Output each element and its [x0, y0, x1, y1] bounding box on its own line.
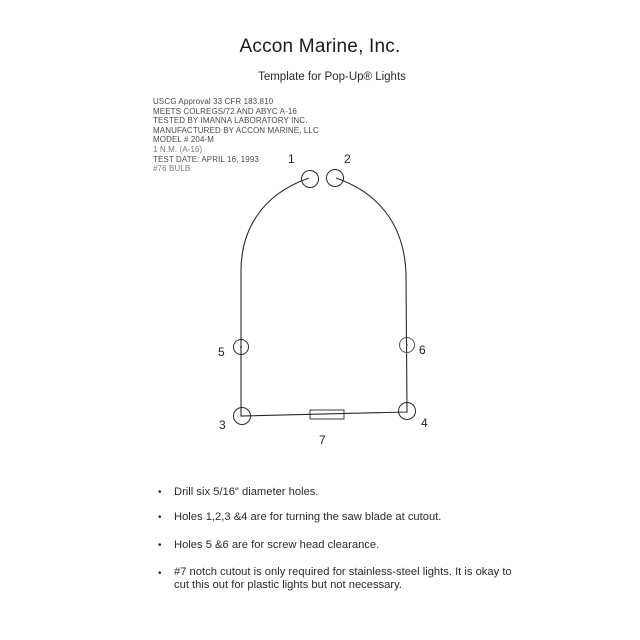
instruction-item — [158, 511, 441, 523]
notch-label-7: 7 — [319, 433, 326, 447]
approval-line: MODEL # 204-M — [153, 135, 215, 145]
hole-label-6: 6 — [419, 343, 426, 357]
instruction-item — [158, 486, 319, 498]
hole-label-5: 5 — [218, 345, 225, 359]
hole-label-2: 2 — [344, 152, 351, 166]
center-mark — [240, 346, 242, 348]
approval-line: MEETS COLREGS/72 AND ABYC A-16 — [153, 106, 297, 116]
approval-line: TESTED BY IMANNA LABORATORY INC. — [153, 116, 308, 126]
hole-2 — [327, 170, 344, 187]
approval-line: TEST DATE: APRIL 16, 1993 — [153, 154, 259, 164]
bullet: • — [158, 512, 162, 523]
instruction-item — [158, 539, 379, 551]
approval-line: USCG Approval 33 CFR 183.810 — [153, 97, 274, 106]
approval-line: 1 N.M. (A-16) — [153, 144, 203, 154]
instruction-text: Drill six 5/16" diameter holes. — [174, 486, 319, 498]
hole-label-1: 1 — [288, 152, 295, 166]
approval-line: #76 BULB — [153, 164, 191, 174]
center-mark — [406, 344, 408, 346]
cutout-outline — [241, 178, 407, 416]
bullet: • — [158, 487, 162, 498]
hole-label-3: 3 — [219, 418, 226, 432]
instruction-text: Holes 5 &6 are for screw head clearance. — [174, 539, 380, 551]
approval-line: MANUFACTURED BY ACCON MARINE, LLC — [153, 125, 319, 135]
instruction-item — [158, 566, 514, 592]
page-title: Accon Marine, Inc. — [239, 36, 401, 57]
bullet: • — [158, 568, 162, 579]
instruction-text: #7 notch cutout is only required for stainless-steel lights. It is okay to cut this out for plastic lights but not necessary. — [174, 566, 512, 591]
hole-1 — [302, 171, 319, 188]
instruction-text: Holes 1,2,3 &4 are for turning the saw blade at cutout. — [174, 511, 442, 523]
bullet: • — [158, 540, 162, 551]
hole-label-4: 4 — [421, 416, 428, 430]
template-subtitle: Template for Pop-Up® Lights — [258, 71, 406, 83]
